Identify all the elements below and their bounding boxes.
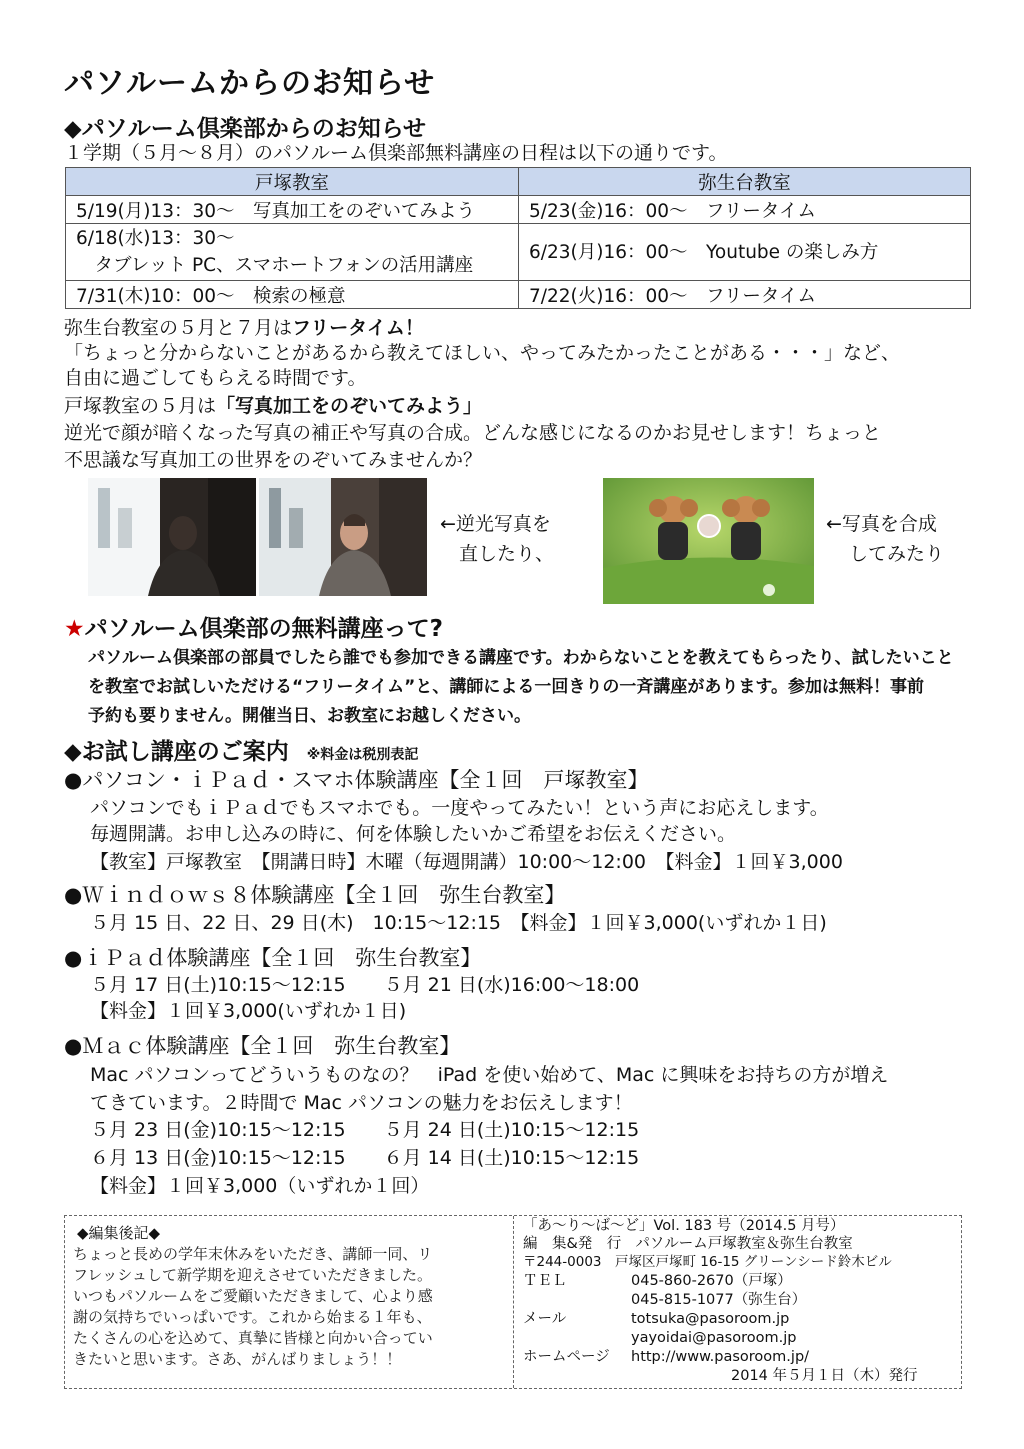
table-row bbox=[66, 196, 971, 224]
table-cell: 5/19(月)13：30～ 写真加工をのぞいてみよう bbox=[66, 196, 519, 224]
free-lecture-line: パソルーム倶楽部の部員でしたら誰でも参加できる講座です。わからないことを教えてもらったり、試したいこと bbox=[88, 648, 954, 668]
editor-note-line: 謝の気持ちでいっぱいです。これから始まる１年も、 bbox=[73, 1308, 432, 1326]
paragraph-line: 「ちょっと分からないことがあるから教えてほしい、やってみたかったことがある・・・」など、 bbox=[64, 342, 901, 364]
table-header-row bbox=[66, 168, 971, 196]
tax-note: ※料金は税別表記 bbox=[306, 747, 419, 763]
footer-divider bbox=[513, 1216, 514, 1388]
schedule-table bbox=[65, 167, 971, 309]
club-intro: １学期（５月～８月）のパソルーム倶楽部無料講座の日程は以下の通りです。 bbox=[64, 142, 728, 164]
course-line: 【教室】戸塚教室 【開講日時】木曜（毎週開講）10:00～12:00 【料金】１回￥3,000 bbox=[90, 851, 843, 873]
caption-fix-a: ←逆光写真を bbox=[440, 513, 551, 535]
web-label: ホームページ bbox=[523, 1349, 610, 1365]
table-row bbox=[66, 281, 971, 309]
emphasis-text: フリータイム！ bbox=[292, 317, 424, 339]
course-line: パソコンでもｉＰａｄでもスマホでも。一度やってみたい！という声にお応えします。 bbox=[90, 797, 829, 819]
course-line: ５月 17 日(土)10:15～12:15 ５月 21 日(水)16:00～18:00 bbox=[90, 974, 640, 996]
publisher-name: パソルーム戸塚教室＆弥生台教室 bbox=[635, 1236, 853, 1252]
photo-course-line bbox=[64, 394, 482, 419]
page-title: パソルームからのお知らせ bbox=[64, 66, 436, 101]
backlit-photo-before bbox=[88, 478, 256, 596]
course-line: Mac パソコンってどういうものなの？ iPad を使い始めて、Mac に興味をお持ちの方が増え bbox=[90, 1064, 889, 1086]
mail-label: メール bbox=[523, 1311, 567, 1327]
tel-yayoidai: 045-815-1077（弥生台） bbox=[631, 1292, 807, 1308]
mail-totsuka-link[interactable]: totsuka@pasoroom.jp bbox=[631, 1311, 790, 1327]
table-header-totsuka: 戸塚教室 bbox=[66, 168, 519, 196]
course-line: ６月 13 日(金)10:15～12:15 ６月 14 日(土)10:15～12:15 bbox=[90, 1147, 640, 1169]
footer-box bbox=[64, 1215, 962, 1389]
editor-note-line: きたいと思います。さあ、がんばりましょう！！ bbox=[73, 1350, 402, 1368]
course-title-windows8: ●Ｗｉｎｄｏｗｓ８体験講座【全１回 弥生台教室】 bbox=[64, 883, 566, 907]
course-title-ipad: ●ｉＰａｄ体験講座【全１回 弥生台教室】 bbox=[64, 946, 482, 970]
mail-yayoidai-link[interactable]: yayoidai@pasoroom.jp bbox=[631, 1330, 797, 1346]
table-cell: 5/23(金)16：00～ フリータイム bbox=[519, 196, 971, 224]
editor-note-line: フレッシュして新学期を迎えさせていただきました。 bbox=[73, 1266, 432, 1284]
heading-text: パソルーム倶楽部の無料講座って? bbox=[84, 616, 443, 642]
table-cell bbox=[66, 224, 519, 281]
course-line: 【料金】１回￥3,000（いずれか１回） bbox=[90, 1175, 430, 1197]
trial-heading bbox=[64, 733, 418, 766]
free-time-line bbox=[64, 316, 424, 341]
caption-composite-a: ←写真を合成 bbox=[826, 513, 937, 535]
course-title-pc: ●パソコン・ｉＰａｄ・スマホ体験講座【全１回 戸塚教室】 bbox=[64, 768, 649, 792]
course-title-mac: ●Ｍａｃ体験講座【全１回 弥生台教室】 bbox=[64, 1034, 461, 1058]
star-icon: ★ bbox=[64, 616, 85, 642]
course-line: 【料金】１回￥3,000(いずれか１日) bbox=[90, 1000, 407, 1022]
editor-note-line: いつもパソルームをご愛顧いただきまして、心より感 bbox=[73, 1287, 433, 1305]
text: 戸塚教室の５月は bbox=[64, 395, 217, 417]
table-cell: 6/23(月)16：00～ Youtube の楽しみ方 bbox=[519, 224, 971, 281]
caption-composite-b: してみたり bbox=[849, 543, 945, 565]
course-line: ５月 15 日、22 日、29 日(木) 10:15～12:15 【料金】１回￥3,000(いずれか１日) bbox=[90, 912, 827, 934]
caption-fix-b: 直したり、 bbox=[459, 543, 555, 565]
paragraph-line: 不思議な写真加工の世界をのぞいてみませんか？ bbox=[64, 449, 483, 471]
issue-date: 2014 年５月１日（木）発行 bbox=[731, 1368, 918, 1384]
paragraph-line: 逆光で顔が暗くなった写真の補正や写真の合成。どんな感じになるのかお見せします！ちょっと bbox=[64, 422, 882, 444]
backlit-photo-after bbox=[259, 478, 427, 596]
publisher-line bbox=[523, 1235, 853, 1253]
free-lecture-line: 予約も要りません。開催当日、お教室にお越しください。 bbox=[88, 706, 532, 726]
paragraph-line: 自由に過ごしてもらえる時間です。 bbox=[64, 367, 367, 389]
website-link[interactable]: http://www.pasoroom.jp/ bbox=[631, 1349, 810, 1365]
publisher-label: 編 集&発 行 bbox=[523, 1236, 622, 1252]
tel-label: ＴＥＬ bbox=[523, 1273, 567, 1289]
free-lecture-line: を教室でお試しいただける“フリータイム”と、講師による一回きりの一斉講座があります。参加は無料！事前 bbox=[88, 677, 924, 697]
editor-note bbox=[73, 1244, 433, 1370]
table-cell-line: タブレット PC、スマホートフォンの活用講座 bbox=[76, 255, 474, 276]
heading-text: ◆お試し講座のご案内 bbox=[64, 739, 289, 765]
issue-info: 「あ～り～ば～ど」Vol. 183 号（2014.5 月号） bbox=[523, 1218, 845, 1234]
table-cell: 7/31(木)10：00～ 検索の極意 bbox=[66, 281, 519, 309]
table-header-yayoidai: 弥生台教室 bbox=[519, 168, 971, 196]
table-row bbox=[66, 224, 971, 281]
course-line: てきています。２時間で Mac パソコンの魅力をお伝えします！ bbox=[90, 1092, 633, 1114]
composite-dog-photo bbox=[603, 478, 814, 604]
editor-heading: ◆編集後記◆ bbox=[77, 1224, 161, 1242]
free-lecture-heading bbox=[64, 610, 443, 643]
editor-note-line: たくさんの心を込めて、真摯に皆様と向かい合ってい bbox=[73, 1329, 433, 1347]
table-cell: 7/22(火)16：00～ フリータイム bbox=[519, 281, 971, 309]
course-line: ５月 23 日(金)10:15～12:15 ５月 24 日(土)10:15～12:15 bbox=[90, 1119, 640, 1141]
emphasis-text: 「写真加工をのぞいてみよう」 bbox=[216, 395, 483, 417]
club-heading: ◆パソルーム倶楽部からのお知らせ bbox=[64, 116, 426, 142]
editor-note-line: ちょっと長めの学年末休みをいただき、講師一同、リ bbox=[73, 1245, 433, 1263]
text: 弥生台教室の５月と７月は bbox=[64, 317, 293, 339]
tel-totsuka: 045-860-2670（戸塚） bbox=[631, 1273, 792, 1289]
course-line: 毎週開講。お申し込みの時に、何を体験したいかご希望をお伝えください。 bbox=[90, 823, 737, 845]
address: 〒244-0003 戸塚区戸塚町 16-15 グリーンシード鈴木ビル bbox=[523, 1254, 892, 1270]
table-cell-line: 6/18(水)13：30～ bbox=[76, 228, 235, 249]
